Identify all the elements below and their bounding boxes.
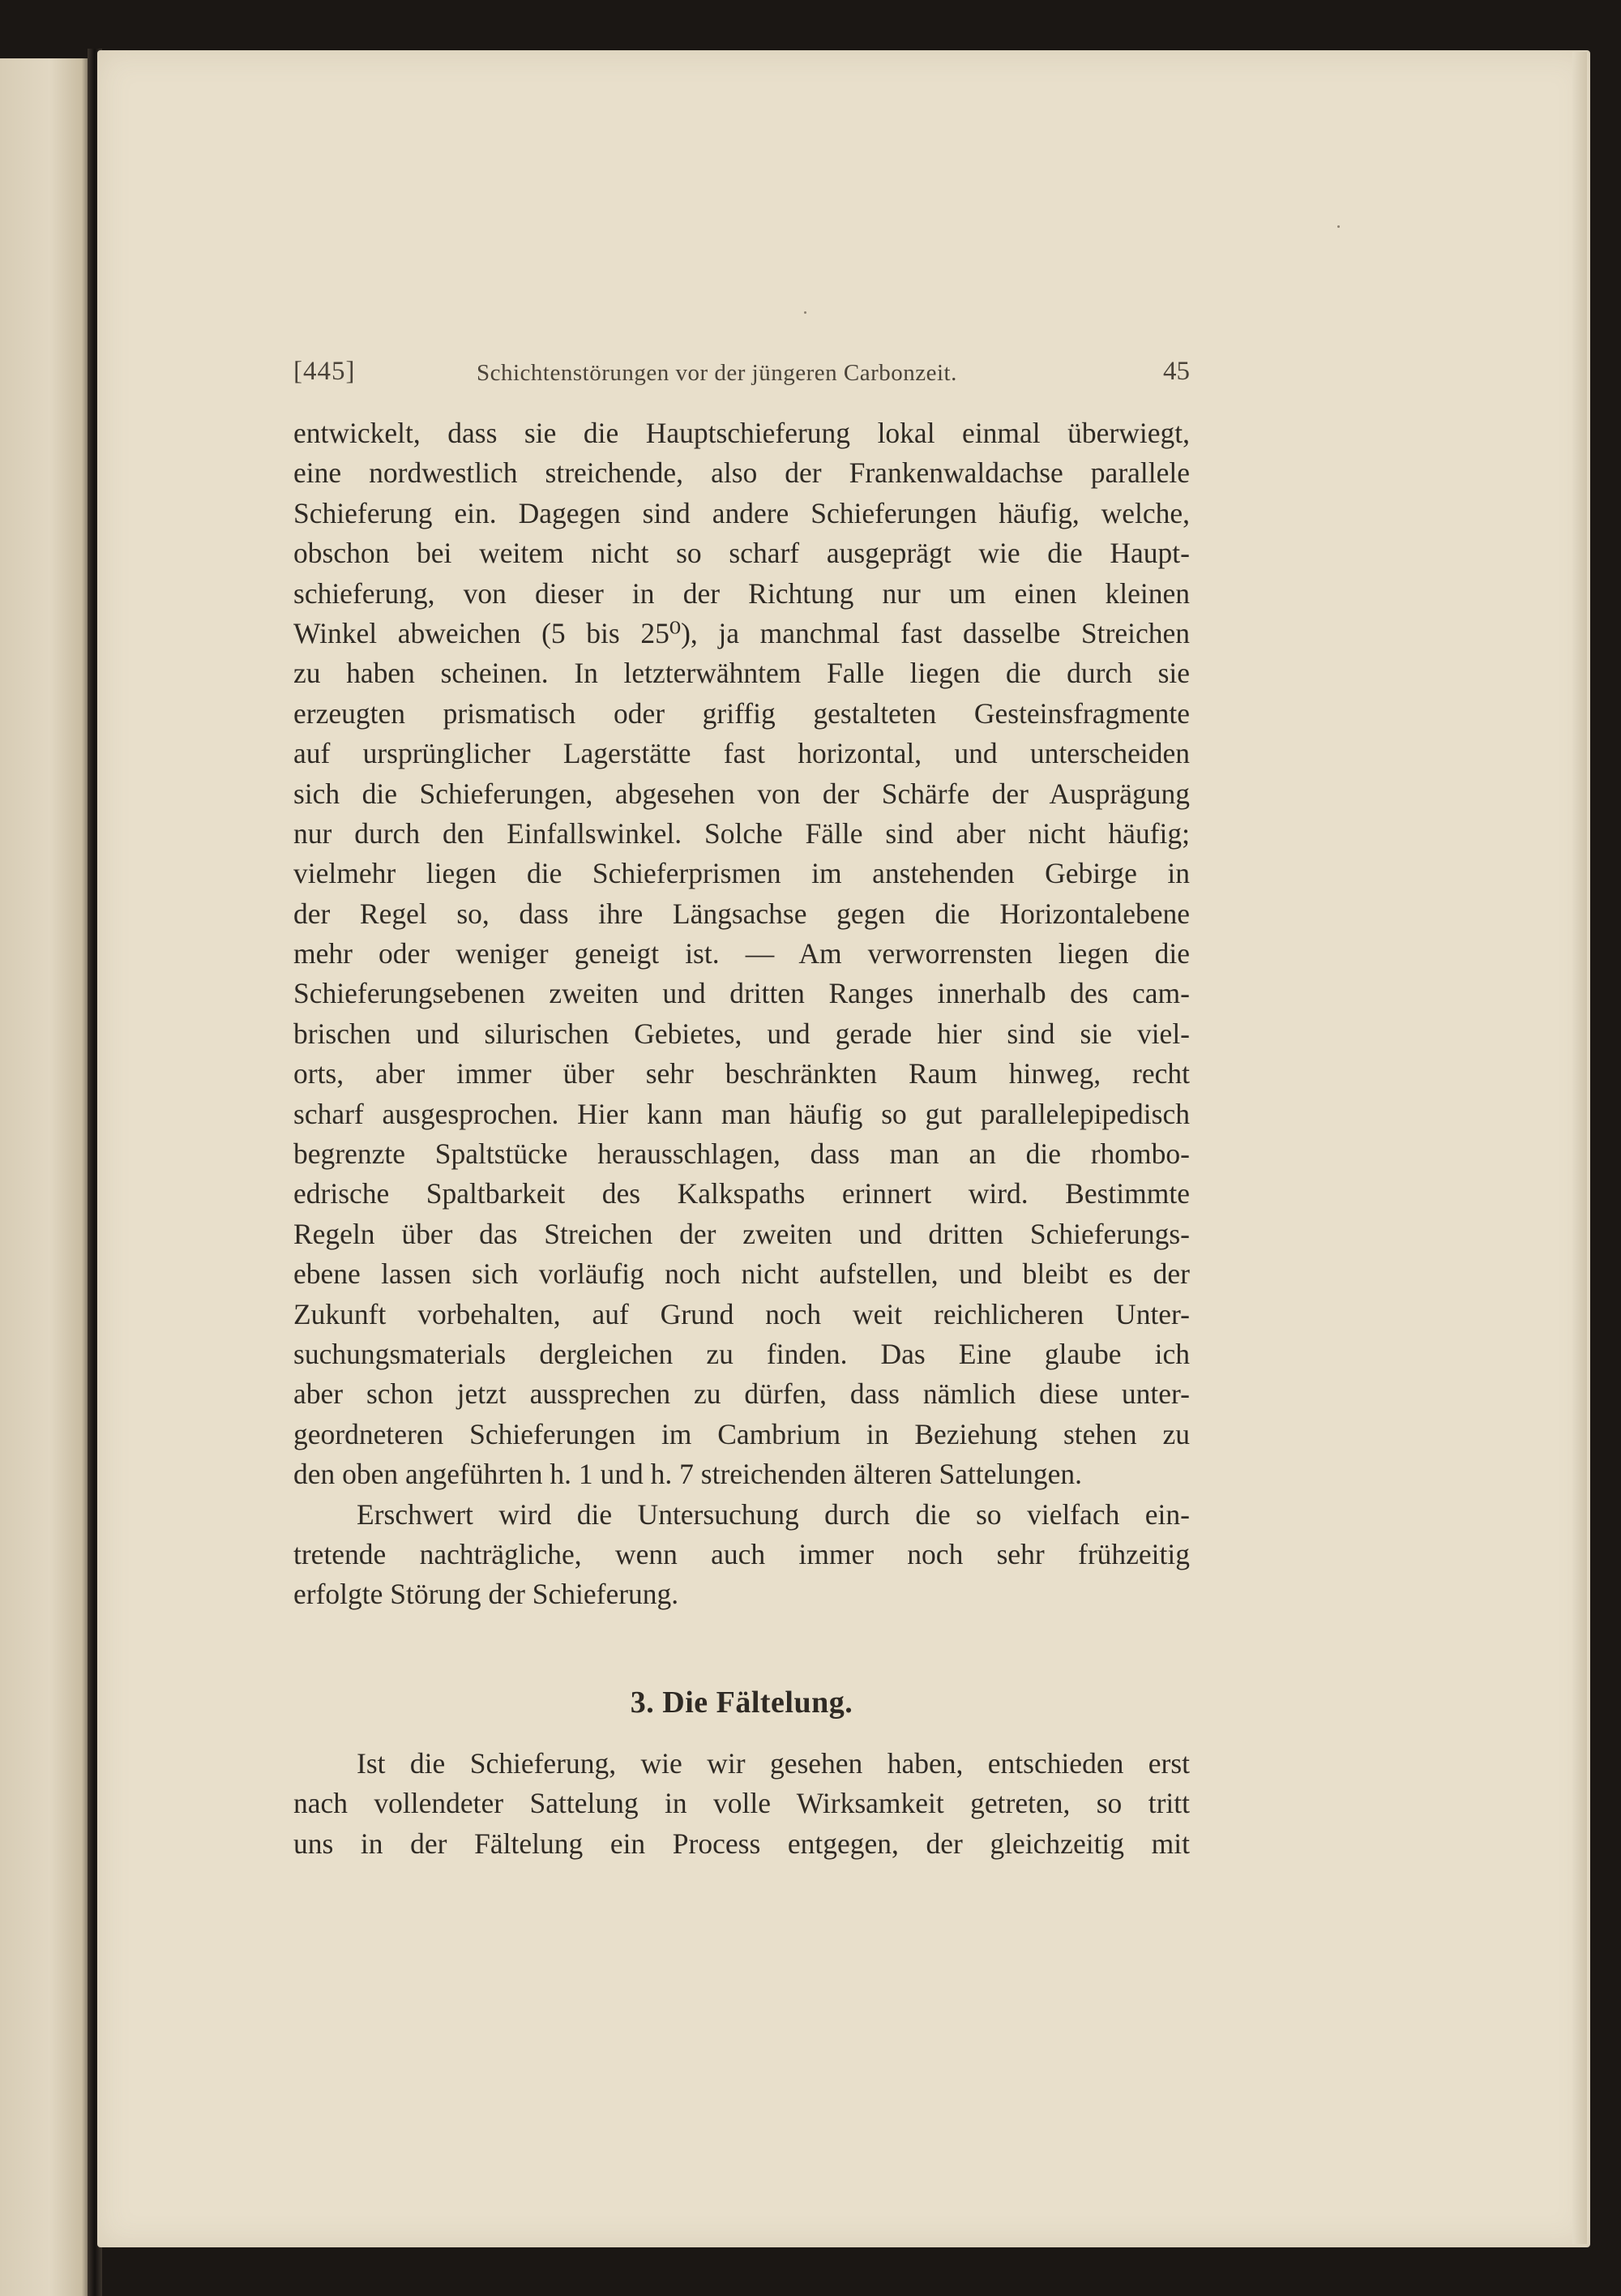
text-line: Ist die Schieferung, wie wir gesehen haben, entschieden erst: [357, 1747, 1190, 1780]
text-line: sich die Schieferungen, abgesehen von der Schärfe der Ausprägung: [293, 777, 1190, 810]
text-line: zu haben scheinen. In letzterwähntem Falle liegen die durch sie: [293, 657, 1190, 690]
text-line: brischen und silurischen Gebietes, und gerade hier sind sie viel-: [293, 1017, 1190, 1050]
paper-speck: [804, 311, 806, 314]
text-line: auf ursprünglicher Lagerstätte fast horizontal, und unterscheiden: [293, 737, 1190, 770]
text-line: ebene lassen sich vorläufig noch nicht aufstellen, und bleibt es der: [293, 1257, 1190, 1291]
text-line: Schieferungsebenen zweiten und dritten Ranges innerhalb des cam-: [293, 977, 1190, 1010]
paper-speck: [1337, 225, 1340, 228]
text-line: nur durch den Einfallswinkel. Solche Fälle sind aber nicht häufig;: [293, 816, 1190, 850]
text-line: obschon bei weitem nicht so scharf ausgeprägt wie die Haupt-: [293, 537, 1190, 570]
text-line: der Regel so, dass ihre Längsachse gegen die Horizontalebene: [293, 897, 1190, 930]
text-line: Schieferung ein. Dagegen sind andere Schieferungen häufig, welche,: [293, 496, 1190, 529]
right-page-edge: [1572, 52, 1587, 2244]
text-line: mehr oder weniger geneigt ist. — Am verworrensten liegen die: [293, 937, 1190, 970]
page-reference: [445]: [293, 357, 356, 386]
text-line: Erschwert wird die Untersuchung durch die so vielfach ein-: [357, 1497, 1190, 1531]
text-line: vielmehr liegen die Schieferprismen im anstehenden Gebirge in: [293, 857, 1190, 890]
text-line: Zukunft vorbehalten, auf Grund noch weit reichlicheren Unter-: [293, 1297, 1190, 1330]
text-line: Regeln über das Streichen der zweiten und dritten Schieferungs-: [293, 1217, 1190, 1250]
text-line: Winkel abweichen (5 bis 25⁰), ja manchmal fast dasselbe Streichen: [293, 616, 1190, 649]
text-line: eine nordwestlich streichende, also der Frankenwaldachse parallele: [293, 456, 1190, 490]
text-line: entwickelt, dass sie die Hauptschieferung lokal einmal überwiegt,: [293, 417, 1190, 449]
text-line: tretende nachträgliche, wenn auch immer noch sehr frühzeitig: [293, 1537, 1190, 1570]
text-line: begrenzte Spaltstücke herausschlagen, dass man an die rhombo-: [293, 1137, 1190, 1171]
text-line: den oben angeführten h. 1 und h. 7 streichenden älteren Sattelungen.: [293, 1458, 1082, 1491]
text-line: aber schon jetzt aussprechen zu dürfen, dass nämlich diese unter-: [293, 1377, 1190, 1411]
text-line: orts, aber immer über sehr beschränkten Raum hinweg, recht: [293, 1057, 1190, 1090]
section-heading: 3. Die Fältelung.: [630, 1686, 853, 1720]
text-line: geordneteren Schieferungen im Cambrium in Beziehung stehen zu: [293, 1417, 1190, 1450]
running-title: Schichtenstörungen vor der jüngeren Carbonzeit.: [477, 360, 957, 386]
page-number: 45: [1163, 357, 1190, 386]
text-line: schieferung, von dieser in der Richtung nur um einen kleinen: [293, 576, 1190, 610]
text-line: suchungsmaterials dergleichen zu finden. Das Eine glaube ich: [293, 1337, 1190, 1370]
text-line: nach vollendeter Sattelung in volle Wirksamkeit getreten, so tritt: [293, 1787, 1190, 1820]
text-line: erzeugten prismatisch oder griffig gestalteten Gesteinsfragmente: [293, 696, 1190, 730]
body-text-continued: [293, 1744, 1190, 1864]
text-line: erfolgte Störung der Schieferung.: [293, 1578, 679, 1611]
left-page-edge: [0, 58, 91, 2296]
text-line: edrische Spaltbarkeit des Kalkspaths erinnert wird. Bestimmte: [293, 1177, 1190, 1210]
text-line: uns in der Fältelung ein Process entgegen, der gleichzeitig mit: [293, 1827, 1190, 1860]
running-header: [293, 357, 1190, 402]
text-line: scharf ausgesprochen. Hier kann man häufig so gut parallelepipedisch: [293, 1097, 1190, 1130]
body-text: [293, 413, 1190, 1615]
